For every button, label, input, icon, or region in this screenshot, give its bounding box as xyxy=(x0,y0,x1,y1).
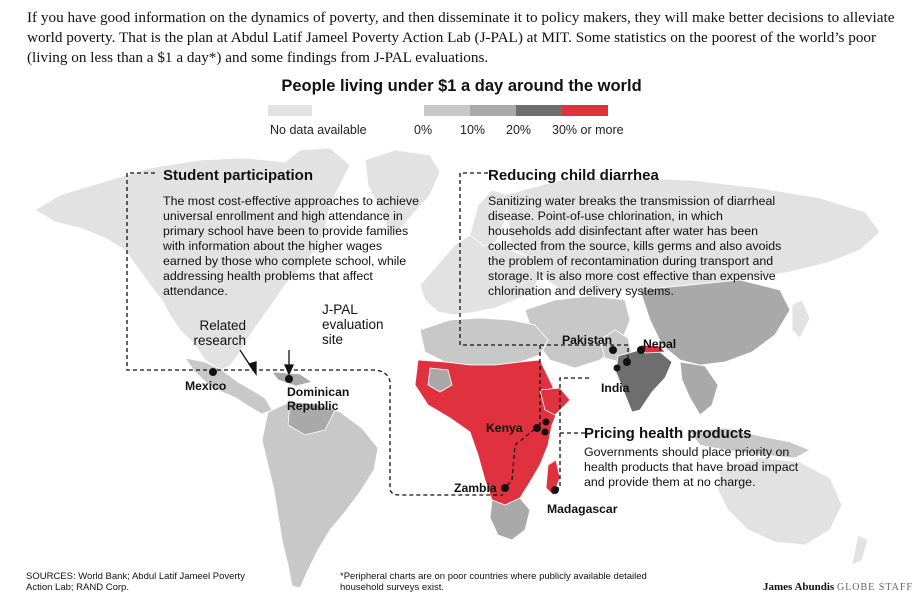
label-pakistan: Pakistan xyxy=(562,333,613,347)
student-participation-title: Student participation xyxy=(163,167,313,184)
credit-org: GLOBE STAFF xyxy=(836,582,913,593)
legend-label-10: 10% xyxy=(460,123,486,137)
legend-label-20: 20% xyxy=(506,123,532,137)
label-zambia: Zambia xyxy=(454,481,497,495)
student-participation-body: The most cost-effective approaches to achieve universal enrollment and high attendance in primary school have been to provide families with information about the higher wages earned by those who complete school, while addressing health problems that affect attendance. xyxy=(163,194,419,298)
label-dominican-republic: Dominican Republic xyxy=(287,385,350,413)
region-japan xyxy=(792,300,810,338)
arrow-related-research-head xyxy=(249,362,256,374)
region-new-zealand xyxy=(852,535,868,565)
dot-india-a xyxy=(623,358,631,366)
pricing-body: Governments should place priority on health products that have broad impact and provide them at no charge. xyxy=(584,445,799,489)
diarrhea-title: Reducing child diarrhea xyxy=(488,167,659,184)
intro-text: If you have good information on the dynamics of poverty, and then disseminate it to policy makers, they will make better decisions to alleviate world poverty. That is the plan at Abdul Latif Jameel Poverty Action Lab (J-PAL) at MIT. Some statistics on the poorest of the world’s poor (living on less than a $1 a day*) and some findings from J-PAL evaluations. xyxy=(27,9,895,66)
label-nepal: Nepal xyxy=(643,337,677,351)
dot-madagascar xyxy=(551,486,559,494)
map-title: People living under $1 a day around the world xyxy=(281,77,642,95)
dot-kenya-b xyxy=(543,419,550,426)
dot-pakistan xyxy=(609,346,617,354)
credit-name: James Abundis xyxy=(762,581,835,593)
dot-dominican-republic xyxy=(285,375,293,383)
dot-india-b xyxy=(614,365,621,372)
legend-label-30: 30% or more xyxy=(552,123,624,137)
dot-mexico xyxy=(209,368,217,376)
legend-label-no-data: No data available xyxy=(270,123,367,137)
sources-note: SOURCES: World Bank; Abdul Latif Jameel Poverty Action Lab; RAND Corp. xyxy=(26,571,245,593)
region-southern-africa xyxy=(490,498,530,540)
label-kenya: Kenya xyxy=(486,421,523,435)
diarrhea-body: Sanitizing water breaks the transmission of diarrheal disease. Point-of-use chlorination, in which households add disinfectant after water has been collected from the source, kills germs and also avoids the problem of recontamination during transport and storage. It is also more cost effective than expensive chlorination and delivery systems. xyxy=(488,194,782,298)
related-research-label: Related research xyxy=(193,318,246,348)
region-north-africa xyxy=(420,318,548,365)
dot-kenya xyxy=(533,424,541,432)
label-madagascar: Madagascar xyxy=(547,502,618,516)
pricing-title: Pricing health products xyxy=(584,425,752,442)
peripheral-note: *Peripheral charts are on poor countries where publicly available detailed household surveys exist. xyxy=(340,571,647,593)
legend-label-0: 0% xyxy=(414,123,433,137)
jpal-site-label: J-PAL evaluation site xyxy=(322,302,384,347)
dot-zambia xyxy=(501,484,509,492)
dot-kenya-c xyxy=(542,429,549,436)
label-mexico: Mexico xyxy=(185,379,227,393)
credit xyxy=(763,581,913,593)
region-southeast-asia xyxy=(680,362,718,415)
label-india: India xyxy=(601,381,630,395)
